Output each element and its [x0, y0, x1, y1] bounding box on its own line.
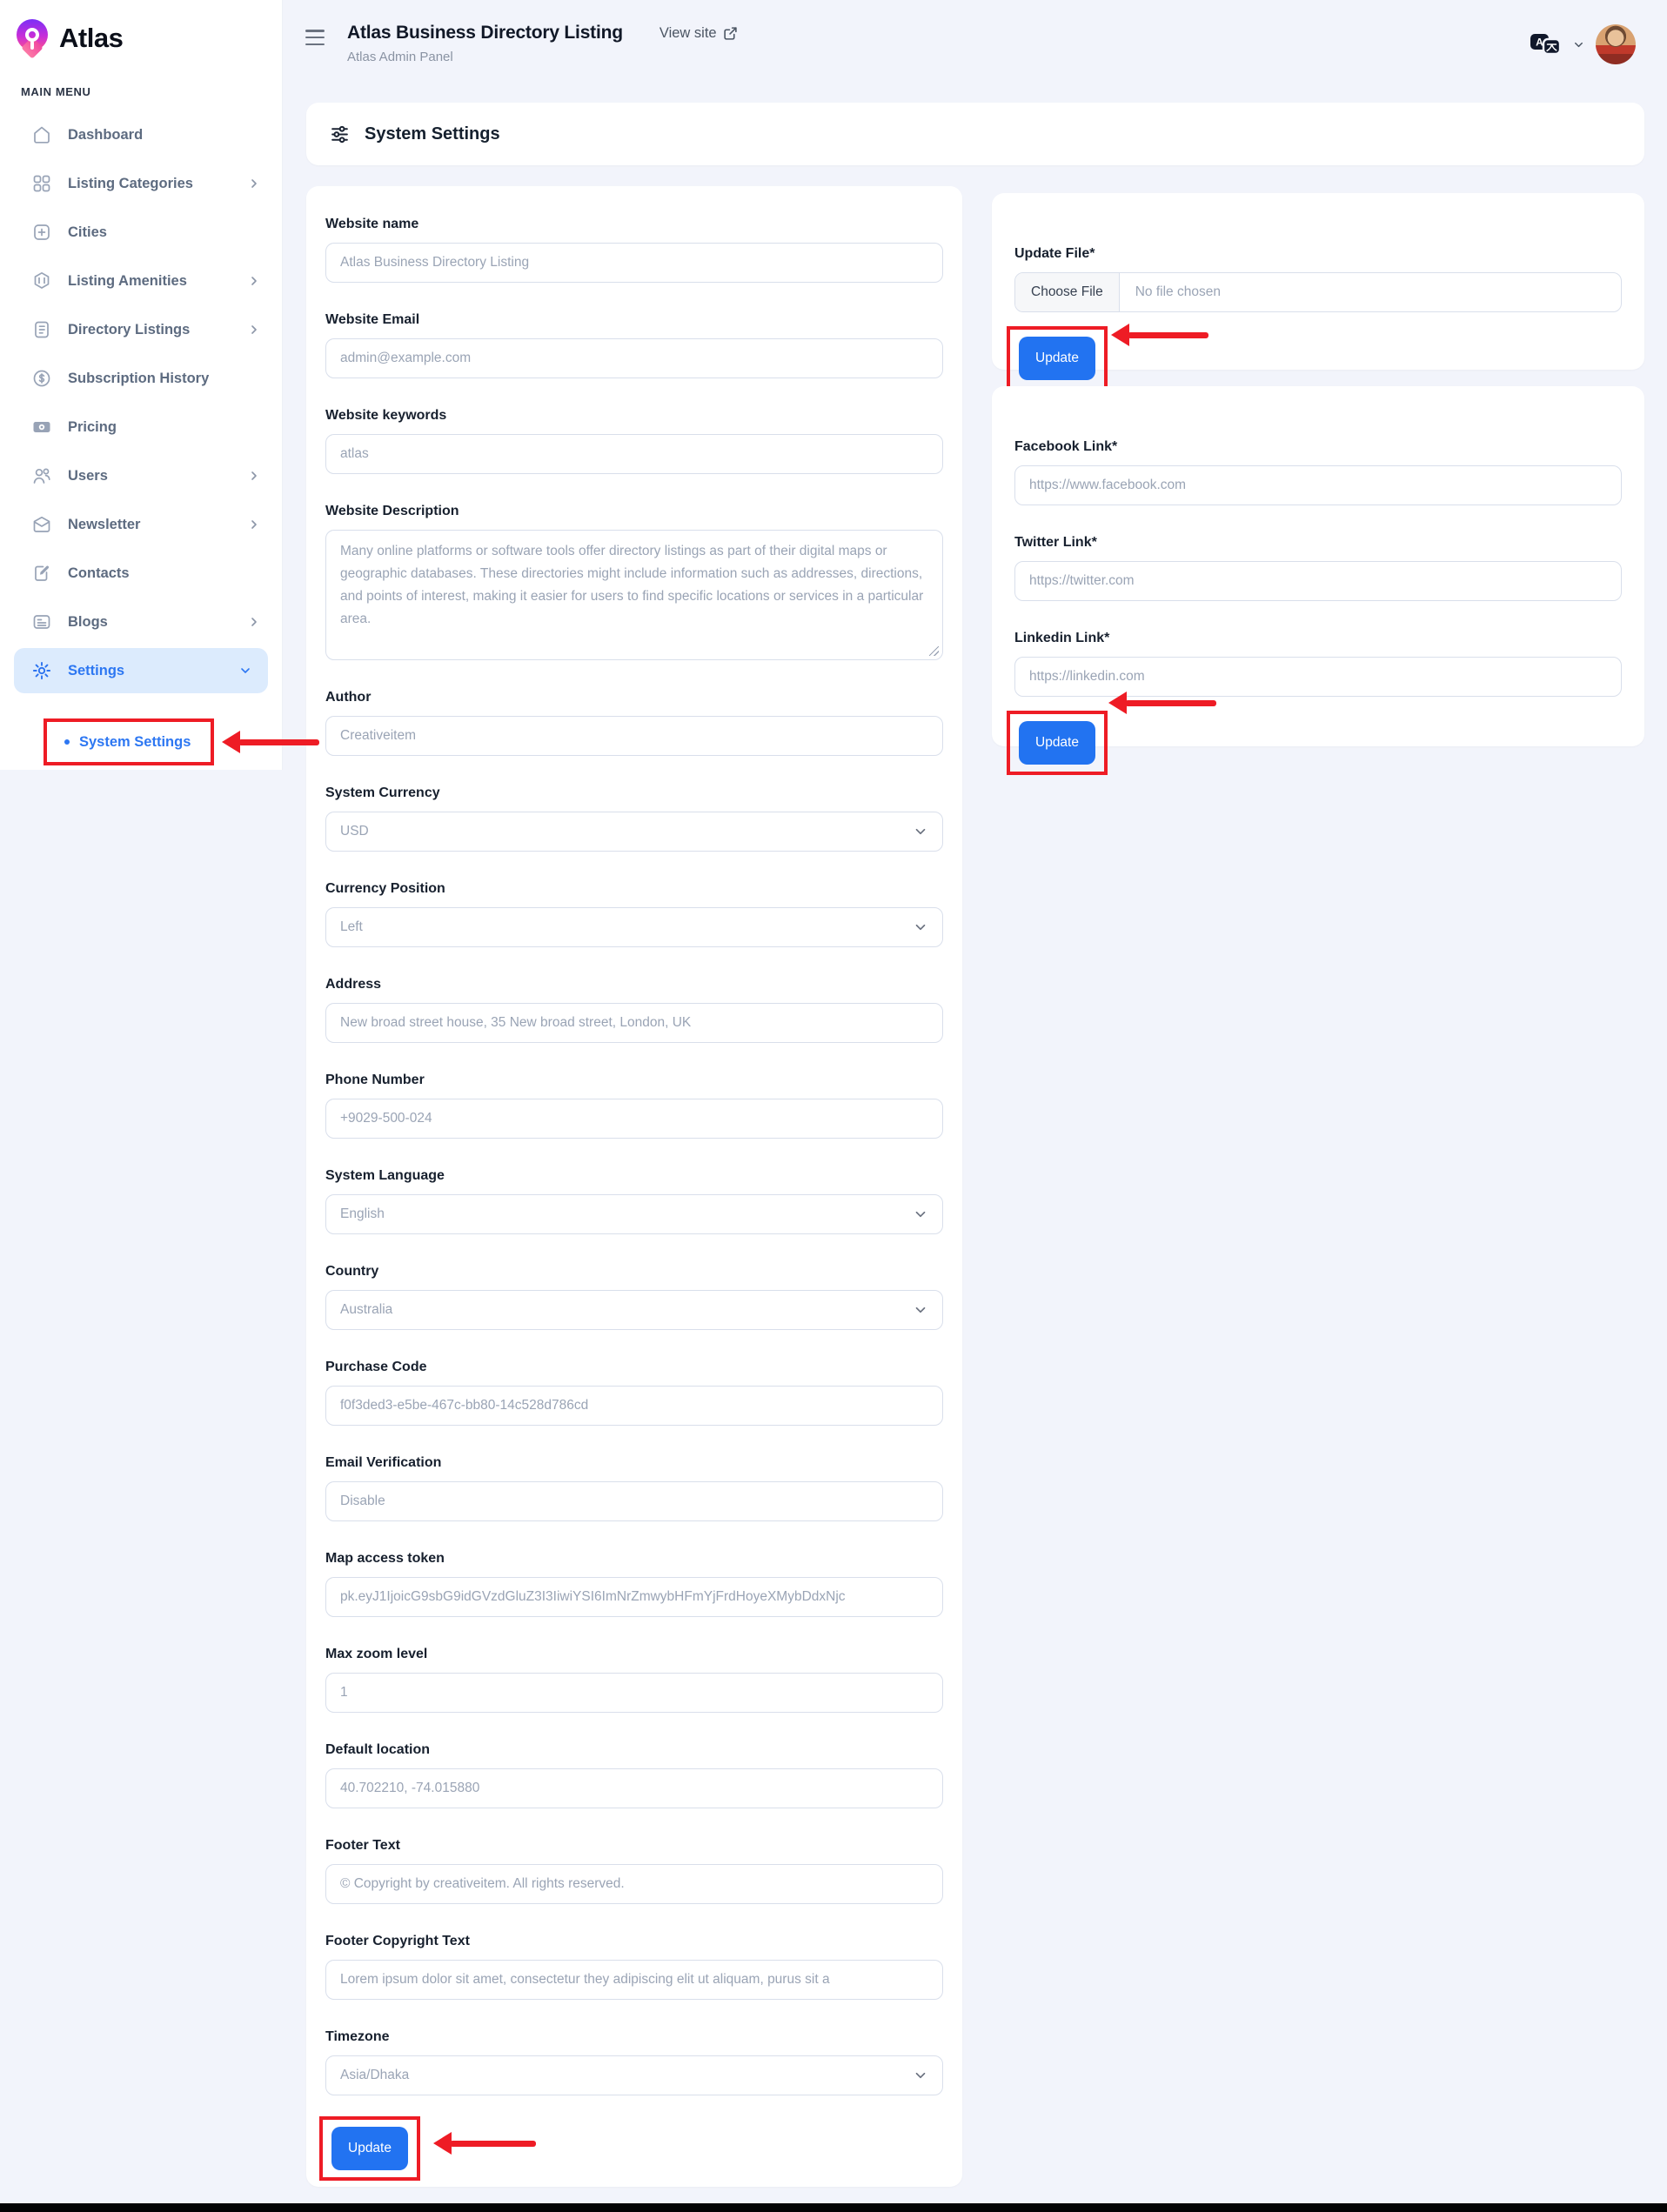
brand-logo [0, 0, 282, 59]
sidebar-item-label: Dashboard [68, 126, 144, 143]
footer-copyright-text-input[interactable]: Lorem ipsum dolor sit amet, consectetur they adipiscing elit ut aliquam, purus sit a [325, 1960, 943, 2000]
mail-icon [31, 514, 52, 535]
chevron-down-icon [913, 1302, 928, 1318]
field-label: Linkedin Link* [1014, 631, 1110, 645]
footer-text-input[interactable]: © Copyright by creativeitem. All rights reserved. [325, 1864, 943, 1904]
field-twitter-link [1014, 534, 1622, 601]
chevron-right-icon [247, 518, 261, 531]
max-zoom-level-input[interactable]: 1 [325, 1673, 943, 1713]
bottom-screen-bar [0, 2203, 1667, 2212]
sidebar [0, 0, 283, 770]
file-status-text: No file chosen [1135, 284, 1221, 299]
facebook-link-input[interactable]: https://www.facebook.com [1014, 465, 1622, 505]
annotation-box-system-settings [44, 718, 214, 765]
translate-icon[interactable] [1529, 31, 1562, 57]
field-label: Website Description [325, 504, 459, 518]
chevron-down-icon[interactable] [1572, 38, 1585, 51]
annotation-box-update-file [1007, 326, 1108, 391]
view-site-label: View site [659, 25, 717, 41]
author-input[interactable]: Creativeitem [325, 716, 943, 756]
sidebar-item-label: Directory Listings [68, 321, 191, 337]
email-verification-input[interactable]: Disable [325, 1481, 943, 1521]
sidebar-item-label: Settings [68, 662, 125, 678]
field-linkedin-link [1014, 630, 1622, 697]
sidebar-item-label: Cities [68, 224, 107, 240]
sidebar-item-cities[interactable] [0, 208, 282, 257]
chevron-down-icon [913, 824, 928, 839]
field-website-keywords [325, 407, 943, 474]
field-label: Phone Number [325, 1073, 425, 1087]
field-system-currency [325, 785, 943, 852]
field-label: Default location [325, 1742, 431, 1757]
choose-file-button[interactable]: Choose File [1015, 273, 1120, 311]
gear-icon [31, 660, 52, 681]
sidebar-item-subscription-history[interactable] [0, 354, 282, 403]
field-label: System Language [325, 1168, 445, 1183]
sidebar-item-settings[interactable] [14, 648, 268, 693]
field-address [325, 976, 943, 1043]
chevron-right-icon [247, 323, 261, 337]
field-label: Email Verification [325, 1455, 442, 1470]
sidebar-item-label: Contacts [68, 565, 130, 581]
atlas-pin-icon [14, 17, 50, 59]
map-access-token-input[interactable]: pk.eyJ1IjoicG9sbG9idGVzdGluZ3I3IiwiYSI6ImNrZmwybHFmYjFrdHoyeXMybDdxNjc [325, 1577, 943, 1617]
field-label: Author [325, 690, 372, 705]
sidebar-item-label: Users [68, 467, 108, 484]
sidebar-item-label: Subscription History [68, 370, 210, 386]
phone-number-input[interactable]: +9029-500-024 [325, 1099, 943, 1139]
topbar [283, 0, 1667, 84]
field-map-access-token [325, 1550, 943, 1617]
menu-section-label: MAIN MENU [21, 85, 91, 98]
page-heading-card [306, 103, 1644, 165]
field-label: Timezone [325, 2029, 390, 2044]
dollar-circle-icon [31, 368, 52, 389]
update-file-card [992, 193, 1644, 370]
field-country [325, 1263, 943, 1330]
sidebar-item-label: Listing Categories [68, 175, 193, 191]
field-label: System Currency [325, 785, 440, 800]
system-currency-select[interactable]: USD [325, 812, 943, 852]
field-label: Country [325, 1264, 379, 1279]
chevron-right-icon [247, 615, 261, 629]
chevron-right-icon [247, 177, 261, 190]
brand-name: Atlas [59, 23, 124, 53]
sidebar-item-pricing[interactable] [0, 403, 282, 451]
external-link-icon [723, 26, 738, 41]
page-title: System Settings [365, 124, 500, 144]
field-website-name [325, 216, 943, 283]
sidebar-item-users[interactable] [0, 451, 282, 500]
sidebar-item-listing-amenities[interactable] [0, 257, 282, 305]
website-description-textarea[interactable]: Many online platforms or software tools offer directory listings as part of their digital maps or geographic databases. These directories might include information such as addresses, directions, and points of interest, making it easier for users to find specific locations or services in a particular area. [325, 530, 943, 660]
sidebar-nav [0, 110, 282, 693]
sidebar-item-directory-listings[interactable] [0, 305, 282, 354]
field-currency-position [325, 880, 943, 947]
field-footer-text [325, 1837, 943, 1904]
file-upload-input[interactable] [1014, 272, 1622, 312]
update-button-file[interactable]: Update [1019, 337, 1095, 380]
annotation-box-update-main [319, 2116, 420, 2181]
app-title: Atlas Business Directory Listing [347, 23, 623, 43]
field-label: Map access token [325, 1551, 445, 1566]
sidebar-item-system-settings[interactable]: System Settings [79, 733, 191, 750]
field-purchase-code [325, 1359, 943, 1426]
field-update-file [1014, 245, 1622, 312]
user-avatar[interactable] [1596, 24, 1636, 64]
hexagon-icon [31, 271, 52, 291]
users-icon [31, 465, 52, 486]
sidebar-item-label: Pricing [68, 418, 117, 435]
update-button-social[interactable]: Update [1019, 721, 1095, 765]
address-input[interactable]: New broad street house, 35 New broad street, London, UK [325, 1003, 943, 1043]
field-label: Website Email [325, 312, 420, 327]
website-name-input[interactable]: Atlas Business Directory Listing [325, 243, 943, 283]
social-links-card [992, 386, 1644, 750]
field-label: Update File* [1014, 246, 1095, 261]
chevron-right-icon [247, 469, 261, 483]
currency-position-select[interactable]: Left [325, 907, 943, 947]
blog-card-icon [31, 611, 52, 632]
topbar-right [1529, 24, 1636, 64]
chevron-down-icon [913, 2068, 928, 2083]
chevron-down-icon [913, 1206, 928, 1222]
sidebar-item-label: Blogs [68, 613, 108, 630]
linkedin-link-input[interactable]: https://linkedin.com [1014, 657, 1622, 697]
sidebar-item-label: Listing Amenities [68, 272, 187, 289]
chevron-down-icon [913, 919, 928, 935]
field-timezone [325, 2028, 943, 2095]
sidebar-item-contacts[interactable] [0, 549, 282, 598]
field-email-verification [325, 1454, 943, 1521]
annotation-box-update-social [1007, 711, 1108, 775]
timezone-select[interactable]: Asia/Dhaka [325, 2055, 943, 2095]
field-label: Max zoom level [325, 1647, 428, 1661]
grid-icon [31, 173, 52, 194]
title-block [347, 23, 623, 64]
app-subtitle: Atlas Admin Panel [347, 50, 453, 64]
field-label: Address [325, 977, 382, 992]
field-author [325, 689, 943, 756]
website-email-input[interactable]: admin@example.com [325, 338, 943, 378]
field-website-email [325, 311, 943, 378]
field-label: Footer Copyright Text [325, 1934, 470, 1948]
purchase-code-input[interactable]: f0f3ded3-e5be-467c-bb80-14c528d786cd [325, 1386, 943, 1426]
field-phone-number [325, 1072, 943, 1139]
system-language-select[interactable]: English [325, 1194, 943, 1234]
chevron-down-icon [238, 664, 252, 678]
sidebar-item-listing-categories[interactable] [0, 159, 282, 208]
field-website-description [325, 503, 943, 660]
clipboard-list-icon [31, 319, 52, 340]
pen-document-icon [31, 563, 52, 584]
chevron-right-icon [247, 274, 261, 288]
website-keywords-input[interactable]: atlas [325, 434, 943, 474]
field-label: Facebook Link* [1014, 439, 1118, 454]
hamburger-menu-icon[interactable] [300, 26, 330, 49]
banknote-icon [31, 417, 52, 438]
update-button-main[interactable]: Update [331, 2127, 408, 2170]
sidebar-item-newsletter[interactable] [0, 500, 282, 549]
field-label: Purchase Code [325, 1360, 427, 1374]
sidebar-item-dashboard[interactable] [0, 110, 282, 159]
country-select[interactable]: Australia [325, 1290, 943, 1330]
field-label: Currency Position [325, 881, 445, 896]
field-system-language [325, 1167, 943, 1234]
home-icon [31, 124, 52, 145]
sliders-icon [329, 124, 351, 145]
field-facebook-link [1014, 438, 1622, 505]
field-label: Website name [325, 217, 419, 231]
default-location-input[interactable]: 40.702210, -74.015880 [325, 1768, 943, 1808]
sidebar-item-blogs[interactable] [0, 598, 282, 646]
field-default-location [325, 1741, 943, 1808]
svg-text:A: A [1536, 36, 1543, 49]
view-site-link[interactable] [659, 25, 738, 42]
bullet-dot-icon [64, 739, 70, 745]
field-label: Footer Text [325, 1838, 400, 1853]
field-label: Twitter Link* [1014, 535, 1097, 550]
plus-square-icon [31, 222, 52, 243]
sidebar-item-label: Newsletter [68, 516, 141, 532]
field-label: Website keywords [325, 408, 447, 423]
field-max-zoom-level [325, 1646, 943, 1713]
field-footer-copyright-text [325, 1933, 943, 2000]
settings-form-card [306, 186, 962, 2187]
twitter-link-input[interactable]: https://twitter.com [1014, 561, 1622, 601]
